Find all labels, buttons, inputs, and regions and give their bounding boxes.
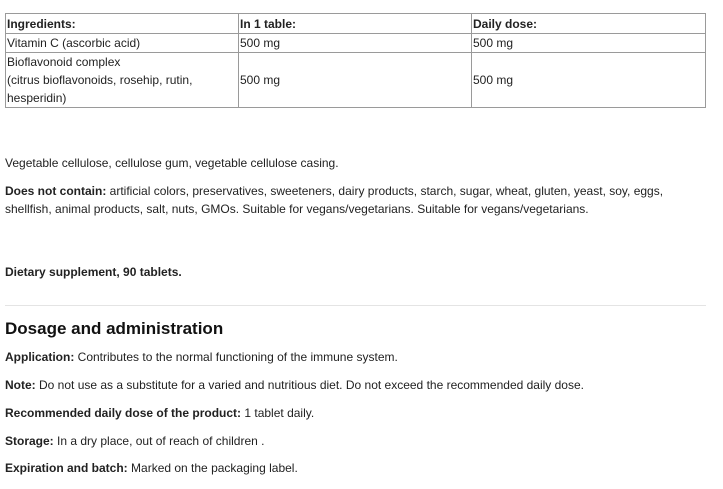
daily-dose-paragraph bbox=[5, 404, 314, 422]
storage-text: In a dry place, out of reach of children . bbox=[53, 434, 265, 448]
table-row bbox=[6, 34, 706, 53]
application-label: Application: bbox=[5, 350, 75, 364]
ingredient-daily: 500 mg bbox=[472, 53, 706, 108]
application-text: Contributes to the normal functioning of the immune system. bbox=[74, 350, 398, 364]
expiration-label: Expiration and batch: bbox=[5, 461, 128, 475]
storage-paragraph bbox=[5, 432, 264, 450]
ingredient-daily: 500 mg bbox=[472, 34, 706, 53]
ingredient-name: Bioflavonoid complex (citrus bioflavonoids, rosehip, rutin, hesperidin) bbox=[7, 55, 193, 105]
expiration-paragraph bbox=[5, 459, 298, 477]
note-paragraph bbox=[5, 376, 584, 394]
does-not-contain-label: Does not contain: bbox=[5, 184, 107, 198]
expiration-text: Marked on the packaging label. bbox=[127, 461, 298, 475]
application-paragraph bbox=[5, 348, 398, 366]
note-label: Note: bbox=[5, 378, 36, 392]
header-daily-dose: Daily dose: bbox=[472, 14, 706, 34]
dosage-heading: Dosage and administration bbox=[5, 319, 224, 338]
ingredient-per-tablet: 500 mg bbox=[239, 53, 472, 108]
storage-label: Storage: bbox=[5, 434, 54, 448]
table-header-row bbox=[6, 14, 706, 34]
header-ingredients: Ingredients: bbox=[6, 14, 239, 34]
ingredient-per-tablet: 500 mg bbox=[239, 34, 472, 53]
ingredient-name: Vitamin C (ascorbic acid) bbox=[6, 34, 239, 53]
daily-dose-label: Recommended daily dose of the product: bbox=[5, 406, 242, 420]
note-text: Do not use as a substitute for a varied and nutritious diet. Do not exceed the recommended daily dose. bbox=[35, 378, 584, 392]
table-row bbox=[6, 53, 706, 108]
header-per-tablet: In 1 table: bbox=[239, 14, 472, 34]
section-divider bbox=[5, 305, 706, 306]
supplement-text: Dietary supplement, 90 tablets. bbox=[5, 265, 182, 279]
does-not-contain-paragraph bbox=[5, 182, 705, 218]
does-not-contain-text: artificial colors, preservatives, sweeteners, dairy products, starch, sugar, wheat, gluten, yeast, soy, eggs, shellfish, animal products, salt, nuts, GMOs. Suitable for vegans/vegetarians. Suitable for vegans/vegetarians. bbox=[5, 184, 664, 216]
casing-text: Vegetable cellulose, cellulose gum, vegetable cellulose casing. bbox=[5, 156, 339, 170]
daily-dose-text: 1 tablet daily. bbox=[241, 406, 315, 420]
ingredients-table bbox=[5, 13, 706, 108]
